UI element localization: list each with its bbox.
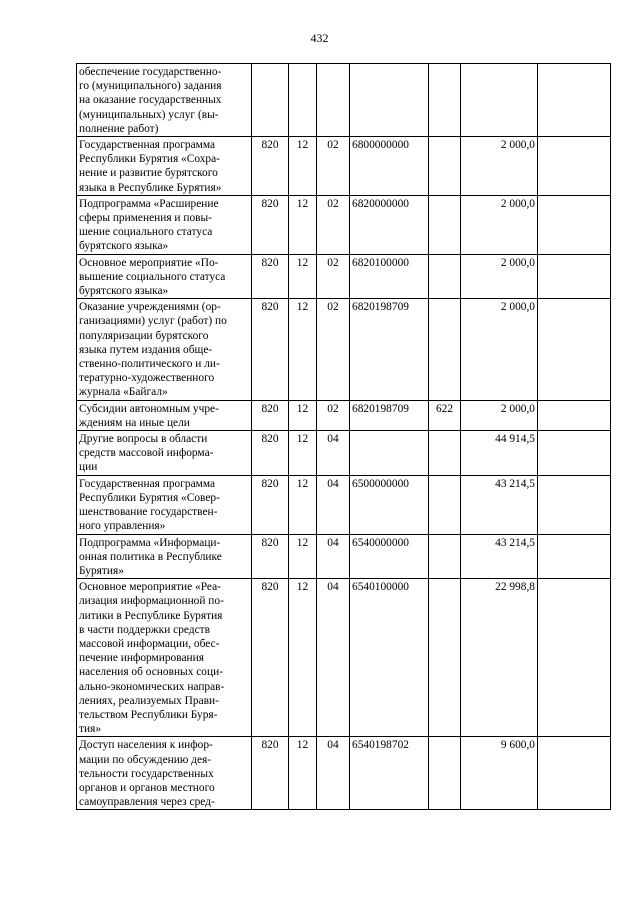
subsection-code-cell: 04 xyxy=(317,475,350,534)
section-code-cell: 12 xyxy=(289,195,317,254)
expense-name-line: Субсидии автономным учре- xyxy=(79,402,219,415)
expense-type-cell xyxy=(429,254,461,299)
expense-name-line: Доступ населения к инфор- xyxy=(79,739,213,752)
amount-cell: 2 000,0 xyxy=(461,254,538,299)
expense-name-line: Республики Бурятия «Сохра- xyxy=(79,153,220,166)
expense-name-line: Основное мероприятие «Реа- xyxy=(79,581,221,594)
subsection-code-cell: 02 xyxy=(317,254,350,299)
subsection-code-cell: 04 xyxy=(317,579,350,737)
expense-type-cell xyxy=(429,579,461,737)
amount-cell xyxy=(461,64,538,137)
amount-cell: 44 914,5 xyxy=(461,431,538,476)
expense-name-cell xyxy=(77,400,252,430)
amount-cell: 43 214,5 xyxy=(461,475,538,534)
expense-name-line: журнала «Байгал» xyxy=(79,386,168,399)
expense-name-line: ции xyxy=(79,461,98,474)
section-code-cell: 12 xyxy=(289,137,317,196)
expense-name-line: лизация информационной по- xyxy=(79,595,224,608)
target-article-cell: 6540000000 xyxy=(350,534,429,579)
expense-name-line: (муниципальных) услуг (вы- xyxy=(79,108,219,121)
section-code-cell: 12 xyxy=(289,475,317,534)
expense-type-cell xyxy=(429,195,461,254)
target-article-cell: 6820198709 xyxy=(350,400,429,430)
department-code-cell: 820 xyxy=(252,534,289,579)
target-article-cell: 6800000000 xyxy=(350,137,429,196)
expense-name-line: вышение социального статуса xyxy=(79,270,226,283)
expense-name-line: популяризации бурятского xyxy=(79,329,209,342)
subsection-code-cell: 04 xyxy=(317,737,350,810)
subsection-code-cell: 02 xyxy=(317,137,350,196)
department-code-cell: 820 xyxy=(252,475,289,534)
empty-cell xyxy=(538,737,611,810)
expense-name-line: шенствование государствен- xyxy=(79,506,218,519)
expense-name-line: Бурятия» xyxy=(79,564,124,577)
target-article-cell: 6820000000 xyxy=(350,195,429,254)
expense-type-cell xyxy=(429,431,461,476)
target-article-cell xyxy=(350,431,429,476)
expense-name-cell xyxy=(77,534,252,579)
expense-name-line: обеспечение государственно- xyxy=(79,66,222,78)
expense-name-line: мации по обсуждению дея- xyxy=(79,753,212,766)
empty-cell xyxy=(538,64,611,137)
target-article-cell xyxy=(350,64,429,137)
expense-name-line: ственно-политического и ли- xyxy=(79,358,220,371)
expense-name-line: Подпрограмма «Расширение xyxy=(79,197,219,210)
expense-type-cell xyxy=(429,534,461,579)
department-code-cell xyxy=(252,64,289,137)
amount-cell: 2 000,0 xyxy=(461,137,538,196)
subsection-code-cell: 02 xyxy=(317,299,350,400)
table-row xyxy=(77,64,611,137)
expense-type-cell xyxy=(429,137,461,196)
department-code-cell: 820 xyxy=(252,400,289,430)
target-article-cell: 6500000000 xyxy=(350,475,429,534)
expense-name-line: населения об основных соци- xyxy=(79,666,223,679)
section-code-cell xyxy=(289,64,317,137)
target-article-cell: 6820198709 xyxy=(350,299,429,400)
amount-cell: 9 600,0 xyxy=(461,737,538,810)
expense-name-line: полнение работ) xyxy=(79,122,159,135)
expense-name-line: ально-экономических направ- xyxy=(79,680,225,693)
target-article-cell: 6540198702 xyxy=(350,737,429,810)
empty-cell xyxy=(538,400,611,430)
target-article-cell: 6540100000 xyxy=(350,579,429,737)
expense-name-line: Государственная программа xyxy=(79,139,216,152)
subsection-code-cell: 02 xyxy=(317,195,350,254)
expense-name-line: в части поддержки средств xyxy=(79,623,211,636)
section-code-cell: 12 xyxy=(289,400,317,430)
budget-table xyxy=(76,63,611,810)
expense-type-cell xyxy=(429,64,461,137)
expense-name-line: ного управления» xyxy=(79,520,166,533)
expense-name-line: языка путем издания обще- xyxy=(79,343,213,356)
expense-name-line: на оказание государственных xyxy=(79,94,222,107)
subsection-code-cell: 04 xyxy=(317,431,350,476)
subsection-code-cell: 04 xyxy=(317,534,350,579)
department-code-cell: 820 xyxy=(252,137,289,196)
table-row xyxy=(77,137,611,196)
table-row xyxy=(77,475,611,534)
subsection-code-cell: 02 xyxy=(317,400,350,430)
table-row xyxy=(77,299,611,400)
expense-name-line: ждениям на иные цели xyxy=(79,416,190,429)
table-row xyxy=(77,737,611,810)
empty-cell xyxy=(538,475,611,534)
amount-cell: 2 000,0 xyxy=(461,195,538,254)
expense-type-cell xyxy=(429,299,461,400)
expense-name-line: Подпрограмма «Информаци- xyxy=(79,536,221,549)
expense-name-line: онная политика в Республике xyxy=(79,550,222,563)
amount-cell: 2 000,0 xyxy=(461,299,538,400)
expense-name-line: тельством Республики Буря- xyxy=(79,708,218,721)
expense-name-cell xyxy=(77,431,252,476)
expense-name-cell xyxy=(77,737,252,810)
amount-cell: 22 998,8 xyxy=(461,579,538,737)
empty-cell xyxy=(538,254,611,299)
amount-cell: 2 000,0 xyxy=(461,400,538,430)
empty-cell xyxy=(538,137,611,196)
empty-cell xyxy=(538,431,611,476)
expense-name-line: нение и развитие бурятского xyxy=(79,167,218,180)
expense-name-line: го (муниципального) задания xyxy=(79,80,222,93)
expense-name-cell xyxy=(77,254,252,299)
expense-type-cell xyxy=(429,475,461,534)
empty-cell xyxy=(538,195,611,254)
table-row xyxy=(77,195,611,254)
target-article-cell: 6820100000 xyxy=(350,254,429,299)
expense-name-line: лениях, реализуемых Прави- xyxy=(79,694,219,707)
department-code-cell: 820 xyxy=(252,299,289,400)
expense-name-line: сферы применения и повы- xyxy=(79,212,212,225)
table-row xyxy=(77,400,611,430)
expense-name-line: Основное мероприятие «По- xyxy=(79,256,219,269)
empty-cell xyxy=(538,299,611,400)
page-number: 432 xyxy=(310,31,329,45)
expense-name-line: бурятского языка» xyxy=(79,285,169,298)
expense-name-line: ганизациями) услуг (работ) по xyxy=(79,315,227,328)
expense-name-line: тия» xyxy=(79,723,102,736)
section-code-cell: 12 xyxy=(289,737,317,810)
expense-name-cell xyxy=(77,579,252,737)
expense-name-cell xyxy=(77,64,252,137)
expense-name-cell xyxy=(77,195,252,254)
expense-type-cell: 622 xyxy=(429,400,461,430)
section-code-cell: 12 xyxy=(289,299,317,400)
table-row xyxy=(77,431,611,476)
expense-name-line: Республики Бурятия «Совер- xyxy=(79,491,220,504)
expense-name-line: шение социального статуса xyxy=(79,226,213,239)
expense-name-line: печение информирования xyxy=(79,652,204,665)
section-code-cell: 12 xyxy=(289,534,317,579)
department-code-cell: 820 xyxy=(252,431,289,476)
section-code-cell: 12 xyxy=(289,431,317,476)
expense-name-line: литики в Республике Бурятия xyxy=(79,609,223,622)
department-code-cell: 820 xyxy=(252,195,289,254)
table-row xyxy=(77,254,611,299)
expense-name-line: языка в Республике Бурятия» xyxy=(79,181,222,194)
section-code-cell: 12 xyxy=(289,579,317,737)
expense-name-line: средств массовой информа- xyxy=(79,447,214,460)
table-row xyxy=(77,579,611,737)
table-row xyxy=(77,534,611,579)
expense-name-line: бурятского языка» xyxy=(79,240,169,253)
subsection-code-cell xyxy=(317,64,350,137)
expense-type-cell xyxy=(429,737,461,810)
department-code-cell: 820 xyxy=(252,737,289,810)
expense-name-line: Другие вопросы в области xyxy=(79,433,208,446)
expense-name-line: Государственная программа xyxy=(79,477,216,490)
expense-name-cell xyxy=(77,299,252,400)
section-code-cell: 12 xyxy=(289,254,317,299)
empty-cell xyxy=(538,579,611,737)
empty-cell xyxy=(538,534,611,579)
expense-name-line: тературно-художественного xyxy=(79,372,215,385)
amount-cell: 43 214,5 xyxy=(461,534,538,579)
expense-name-line: органов и органов местного xyxy=(79,781,215,794)
expense-name-line: самоуправления через сред- xyxy=(79,796,215,809)
expense-name-cell xyxy=(77,137,252,196)
expense-name-line: тельности государственных xyxy=(79,767,214,780)
department-code-cell: 820 xyxy=(252,579,289,737)
department-code-cell: 820 xyxy=(252,254,289,299)
expense-name-cell xyxy=(77,475,252,534)
expense-name-line: Оказание учреждениями (ор- xyxy=(79,301,221,314)
expense-name-line: массовой информации, обес- xyxy=(79,637,220,650)
